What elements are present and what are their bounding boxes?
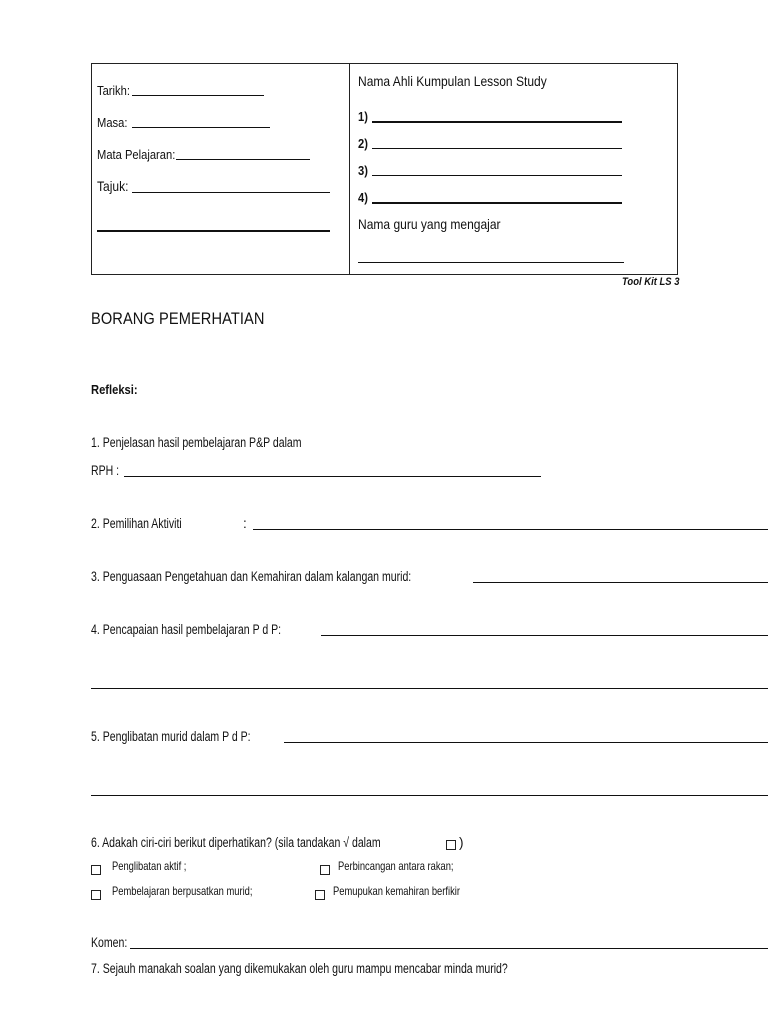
option-perbincangan: Perbincangan antara rakan; [338,859,454,873]
teacher-field[interactable] [358,262,624,263]
member-2-label: 2) [358,136,368,151]
checkbox-pembelajaran[interactable] [91,886,101,904]
masa-field[interactable] [132,127,270,128]
q6-suffix: ) [459,835,464,850]
toolkit-label: Tool Kit LS 3 [622,276,680,288]
q5-answer-line[interactable] [284,742,768,743]
refleksi-heading: Refleksi: [91,382,138,397]
q3-text: 3. Penguasaan Pengetahuan dan Kemahiran dalam kalangan murid: [91,569,412,584]
q2-answer-line[interactable] [253,529,768,530]
q4-answer-line[interactable] [321,635,768,636]
member-2-field[interactable] [372,148,622,149]
q2-colon: : [243,516,247,531]
q5-answer-line-2[interactable] [91,795,768,796]
option-penglibatan-aktif: Penglibatan aktif ; [112,859,187,873]
checkbox-penglibatan-aktif[interactable] [91,861,101,879]
mata-pelajaran-field[interactable] [176,159,310,160]
checkbox-perbincangan[interactable] [320,861,330,879]
tarikh-label: Tarikh: [97,83,130,98]
tarikh-field[interactable] [132,95,264,96]
header-divider [349,64,350,274]
member-1-field[interactable] [372,121,622,123]
q6-text: 6. Adakah ciri-ciri berikut diperhatikan? (sila tandakan √ dalam [91,835,381,850]
option-pemupukan: Pemupukan kemahiran berfikir [333,884,460,898]
q1-rph-label: RPH : [91,463,120,478]
q4-text: 4. Pencapaian hasil pembelajaran P d P: [91,622,282,637]
mata-pelajaran-label: Mata Pelajaran: [97,147,176,162]
header-box [91,63,678,275]
option-pembelajaran: Pembelajaran berpusatkan murid; [112,884,253,898]
masa-label: Masa: [97,115,128,130]
q1-answer-line[interactable] [124,476,541,477]
checkbox-icon [320,865,330,875]
q7-text: 7. Sejauh manakah soalan yang dikemukakan oleh guru mampu mencabar minda murid? [91,961,508,976]
page-title: BORANG PEMERHATIAN [91,309,265,328]
tajuk-field-2[interactable] [97,230,330,232]
komen-label: Komen: [91,935,128,950]
checkbox-pemupukan[interactable] [315,886,325,904]
member-3-field[interactable] [372,175,622,176]
member-4-label: 4) [358,190,368,205]
checkbox-icon [91,890,101,900]
member-3-label: 3) [358,163,368,178]
q1-text: 1. Penjelasan hasil pembelajaran P&P dalam [91,435,302,450]
tajuk-label: Tajuk: [97,178,129,194]
q2-label: 2. Pemilihan Aktiviti [91,516,182,531]
q4-answer-line-2[interactable] [91,688,768,689]
group-title: Nama Ahli Kumpulan Lesson Study [358,73,547,89]
komen-answer-line[interactable] [130,948,768,949]
q5-text: 5. Penglibatan murid dalam P d P: [91,729,251,744]
member-4-field[interactable] [372,202,622,204]
q3-answer-line[interactable] [473,582,768,583]
checkbox-icon [91,865,101,875]
checkbox-icon [315,890,325,900]
teacher-label: Nama guru yang mengajar [358,216,501,232]
tajuk-field[interactable] [132,192,330,193]
member-1-label: 1) [358,109,368,124]
q6-checkbox-icon [446,836,456,854]
